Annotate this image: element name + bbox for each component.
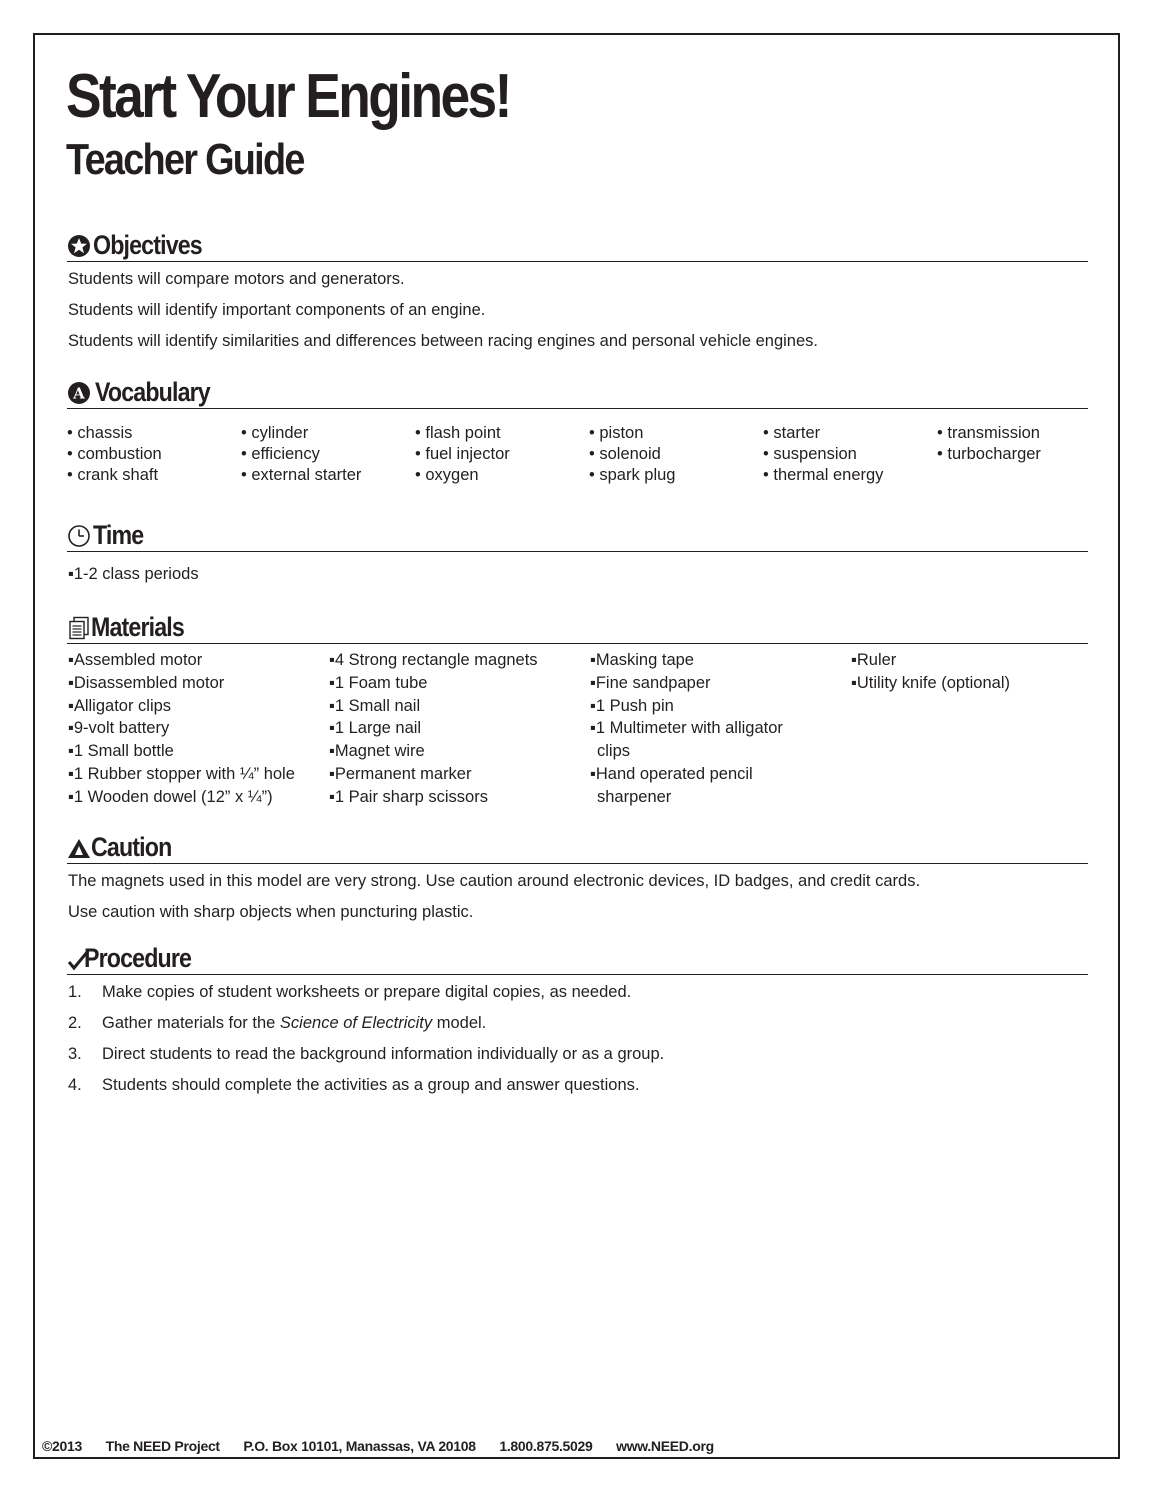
material-item: ▪Utility knife (optional): [851, 673, 1010, 692]
objective-item: Students will compare motors and generators.: [68, 270, 405, 288]
step-number: 1.: [68, 983, 82, 1001]
document-stack-icon: [67, 616, 91, 640]
procedure-step: [68, 1075, 640, 1095]
material-item-continuation: sharpener: [597, 787, 672, 806]
material-item: ▪Alligator clips: [68, 696, 172, 715]
warning-triangle-icon: [67, 836, 91, 860]
procedure-step: [68, 1044, 664, 1064]
vocab-term: • chassis: [67, 424, 133, 442]
objectives-heading: Objectives: [93, 230, 202, 260]
material-item: ▪1 Multimeter with alligator: [590, 719, 783, 738]
vocabulary-heading: Vocabulary: [95, 377, 210, 407]
procedure-heading: Procedure: [84, 943, 192, 973]
material-item: ▪Masking tape: [590, 651, 694, 669]
vocabulary-column: [415, 423, 585, 486]
material-item: ▪Permanent marker: [329, 764, 472, 783]
step-number: 2.: [68, 1014, 82, 1032]
page-footer: [42, 1437, 734, 1455]
material-item: ▪Ruler: [851, 651, 897, 669]
materials-heading: Materials: [91, 612, 184, 642]
material-item: ▪Assembled motor: [68, 651, 203, 669]
vocab-term: • external starter: [241, 466, 362, 484]
objective-item: Students will identify important components of an engine.: [68, 301, 486, 319]
materials-column: [329, 649, 538, 809]
vocab-term: • spark plug: [589, 466, 676, 484]
material-item: ▪Disassembled motor: [68, 673, 225, 692]
vocab-term: • turbocharger: [937, 445, 1041, 463]
vocab-term: • solenoid: [589, 445, 661, 463]
caution-item: Use caution with sharp objects when puncturing plastic.: [68, 903, 474, 921]
vocab-term: • crank shaft: [67, 466, 159, 484]
caution-heading: Caution: [91, 832, 172, 862]
procedure-section-header: [67, 941, 1088, 975]
vocab-term: • efficiency: [241, 445, 320, 463]
caution-item: The magnets used in this model are very strong. Use caution around electronic devices, ID badges, and credit cards.: [68, 872, 921, 890]
time-section-header: [67, 518, 1088, 552]
material-item: ▪Fine sandpaper: [590, 673, 711, 692]
objectives-section-header: [67, 228, 1088, 262]
material-item: ▪1 Pair sharp scissors: [329, 787, 488, 806]
material-item: ▪1 Small nail: [329, 696, 421, 715]
clock-icon: [67, 524, 91, 548]
material-item: ▪1 Foam tube: [329, 673, 428, 692]
svg-text:A: A: [73, 384, 85, 403]
caution-section-header: [67, 830, 1088, 864]
materials-column: [590, 649, 783, 809]
page-subtitle: Teacher Guide: [66, 135, 304, 184]
vocabulary-column: [241, 423, 411, 486]
material-item-continuation: clips: [597, 742, 631, 761]
vocabulary-column: [67, 423, 237, 486]
vocab-term: • suspension: [763, 445, 857, 463]
page-title: Start Your Engines!: [66, 62, 510, 131]
vocabulary-section-header: [67, 375, 1088, 409]
materials-column: [851, 649, 1010, 695]
vocab-term: • transmission: [937, 424, 1040, 442]
procedure-step: [68, 1013, 486, 1033]
vocabulary-column: [589, 423, 759, 486]
step-text: Gather materials for the: [102, 1014, 280, 1032]
vocabulary-column: [763, 423, 933, 486]
vocab-term: • piston: [589, 424, 644, 442]
material-item: ▪1 Wooden dowel (12” x ¼”): [68, 787, 273, 806]
objective-item: Students will identify similarities and differences between racing engines and personal vehicle engines.: [68, 332, 818, 350]
procedure-step: [68, 982, 631, 1002]
vocab-term: • thermal energy: [763, 466, 884, 484]
footer-address: P.O. Box 10101, Manassas, VA 20108: [243, 1438, 476, 1454]
step-number: 3.: [68, 1045, 82, 1063]
vocab-term: • combustion: [67, 445, 162, 463]
material-item: ▪9-volt battery: [68, 719, 170, 738]
material-item: ▪1 Push pin: [590, 696, 674, 715]
material-item: ▪1 Rubber stopper with ¼” hole: [68, 764, 295, 783]
vocab-term: • starter: [763, 424, 821, 442]
footer-website: www.NEED.org: [616, 1438, 714, 1454]
vocab-term: • fuel injector: [415, 445, 510, 463]
vocabulary-column: [937, 423, 1107, 465]
footer-org: The NEED Project: [105, 1438, 220, 1454]
step-number: 4.: [68, 1076, 82, 1094]
time-item: ▪1-2 class periods: [68, 565, 199, 583]
step-text: Direct students to read the background information individually or as a group.: [102, 1045, 665, 1063]
material-item: ▪1 Large nail: [329, 719, 422, 738]
materials-section-header: [67, 610, 1088, 644]
vocab-term: • oxygen: [415, 466, 479, 484]
material-item: ▪Hand operated pencil: [590, 764, 753, 783]
material-item: ▪Magnet wire: [329, 742, 425, 761]
step-text: Make copies of student worksheets or prepare digital copies, as needed.: [102, 983, 632, 1001]
step-text: Students should complete the activities as a group and answer questions.: [102, 1076, 640, 1094]
footer-copyright: ©2013: [42, 1438, 82, 1454]
materials-column: [68, 649, 295, 809]
vocab-term: • cylinder: [241, 424, 309, 442]
star-icon: [67, 234, 91, 258]
time-heading: Time: [93, 520, 144, 550]
step-text: model.: [432, 1014, 487, 1032]
footer-phone: 1.800.875.5029: [499, 1438, 593, 1454]
material-item: ▪4 Strong rectangle magnets: [329, 651, 538, 669]
material-item: ▪1 Small bottle: [68, 742, 174, 761]
vocab-term: • flash point: [415, 424, 501, 442]
step-text-italic: Science of Electricity: [279, 1014, 433, 1032]
letter-a-icon: [67, 381, 91, 405]
